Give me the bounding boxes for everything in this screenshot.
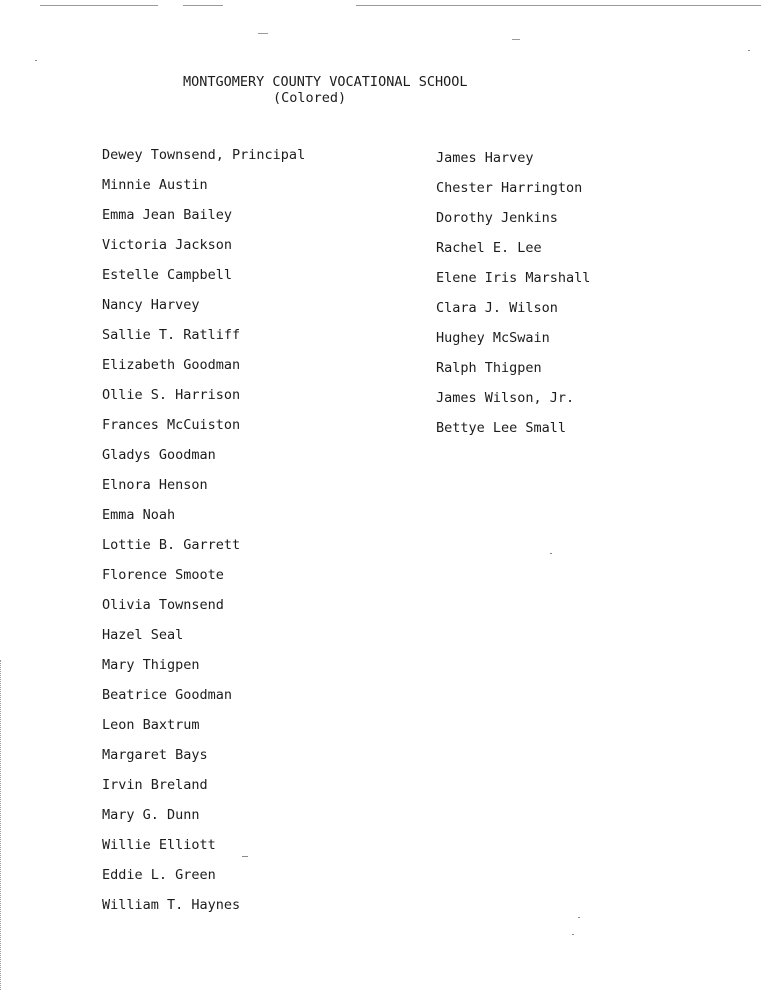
list-item: Frances McCuiston xyxy=(102,417,241,433)
list-item: Emma Noah xyxy=(102,507,176,523)
scan-artifact-speck xyxy=(572,934,574,935)
roster-left-column xyxy=(102,146,305,926)
list-item: Sallie T. Ratliff xyxy=(102,327,241,343)
list-item: Minnie Austin xyxy=(102,177,208,193)
scan-artifact-speck xyxy=(35,60,37,61)
list-item: Rachel E. Lee xyxy=(436,240,542,256)
scan-artifact-line xyxy=(356,5,761,6)
scan-artifact-line xyxy=(183,5,223,6)
list-item: Emma Jean Bailey xyxy=(102,207,233,223)
list-item: Clara J. Wilson xyxy=(436,300,558,316)
list-item: Florence Smoote xyxy=(102,567,224,583)
list-item: Ralph Thigpen xyxy=(436,360,542,376)
list-item: Hazel Seal xyxy=(102,627,184,643)
list-item: Mary G. Dunn xyxy=(102,807,200,823)
list-item: Elene Iris Marshall xyxy=(436,270,591,286)
list-item: Eddie L. Green xyxy=(102,867,216,883)
list-item: Lottie B. Garrett xyxy=(102,537,241,553)
list-item: Victoria Jackson xyxy=(102,237,233,253)
list-item: Chester Harrington xyxy=(436,180,583,196)
list-item: Margaret Bays xyxy=(102,747,208,763)
list-item: Beatrice Goodman xyxy=(102,687,233,703)
list-item: Dorothy Jenkins xyxy=(436,210,558,226)
list-item: James Harvey xyxy=(436,150,534,166)
list-item: Mary Thigpen xyxy=(102,657,200,673)
document-subtitle: (Colored) xyxy=(273,90,347,106)
list-item: Bettye Lee Small xyxy=(436,420,567,436)
scan-artifact-speck xyxy=(550,553,552,554)
scan-artifact-line xyxy=(40,5,158,6)
scan-artifact-line xyxy=(512,39,520,40)
list-item: Olivia Townsend xyxy=(102,597,224,613)
list-item: Willie Elliott xyxy=(102,837,216,853)
document-title: MONTGOMERY COUNTY VOCATIONAL SCHOOL xyxy=(183,74,468,90)
list-item: William T. Haynes xyxy=(102,897,241,913)
list-item: Leon Baxtrum xyxy=(102,717,200,733)
list-item: Nancy Harvey xyxy=(102,297,200,313)
list-item: Estelle Campbell xyxy=(102,267,233,283)
list-item: Elnora Henson xyxy=(102,477,208,493)
scan-artifact-line xyxy=(258,33,268,34)
list-item: Ollie S. Harrison xyxy=(102,387,241,403)
list-item: Elizabeth Goodman xyxy=(102,357,241,373)
list-item: Dewey Townsend, Principal xyxy=(102,147,306,163)
roster-right-column xyxy=(436,149,590,449)
list-item: Gladys Goodman xyxy=(102,447,216,463)
scan-artifact-speck xyxy=(578,917,580,918)
list-item: Hughey McSwain xyxy=(436,330,550,346)
scan-artifact-edge xyxy=(0,660,2,990)
scan-artifact-speck xyxy=(748,50,750,51)
list-item: James Wilson, Jr. xyxy=(436,390,575,406)
list-item: Irvin Breland xyxy=(102,777,208,793)
